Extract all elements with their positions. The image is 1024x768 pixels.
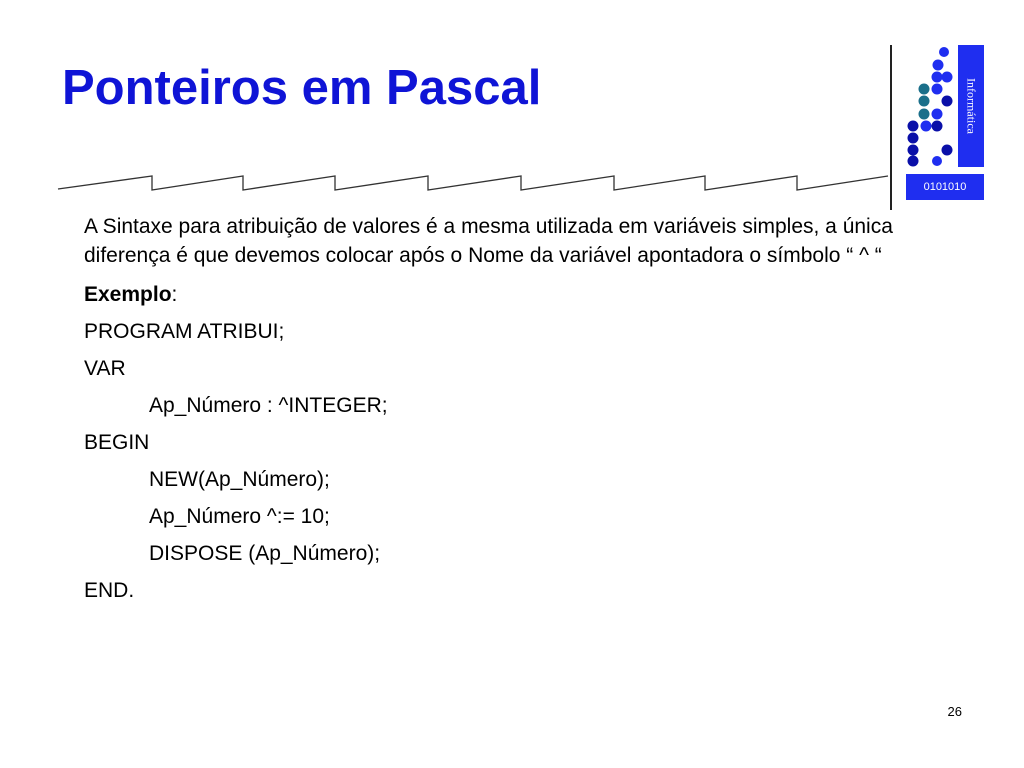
code-line-end: END. — [84, 579, 135, 602]
intro-paragraph: A Sintaxe para atribuição de valores é a mesma utilizada em variáveis simples, a única diferença é que devemos colocar após o Nome da variável apontadora o símbolo “ ^ “ — [84, 215, 893, 267]
example-label: Exemplo — [84, 283, 172, 306]
logo-vertical-text: Informática — [964, 78, 979, 134]
code-line-var: VAR — [84, 357, 126, 380]
code-line-dispose: DISPOSE (Ap_Número); — [149, 542, 381, 565]
example-colon: : — [171, 283, 178, 306]
code-line-declaration: Ap_Número : ^INTEGER; — [149, 394, 388, 417]
logo-binary-box: 0101010 — [906, 174, 984, 200]
logo-dots-icon — [880, 40, 990, 210]
informatica-logo — [880, 40, 990, 210]
code-line-assignment: Ap_Número ^:= 10; — [149, 505, 330, 528]
code-line-new: NEW(Ap_Número); — [149, 468, 330, 491]
page-number: 26 — [947, 704, 962, 719]
slide-content — [84, 212, 964, 609]
code-line-begin: BEGIN — [84, 431, 150, 454]
example-heading — [84, 276, 964, 313]
decorative-stepped-line — [0, 0, 1024, 200]
slide-title: Ponteiros em Pascal — [62, 61, 542, 115]
code-line-program: PROGRAM ATRIBUI; — [84, 320, 285, 343]
